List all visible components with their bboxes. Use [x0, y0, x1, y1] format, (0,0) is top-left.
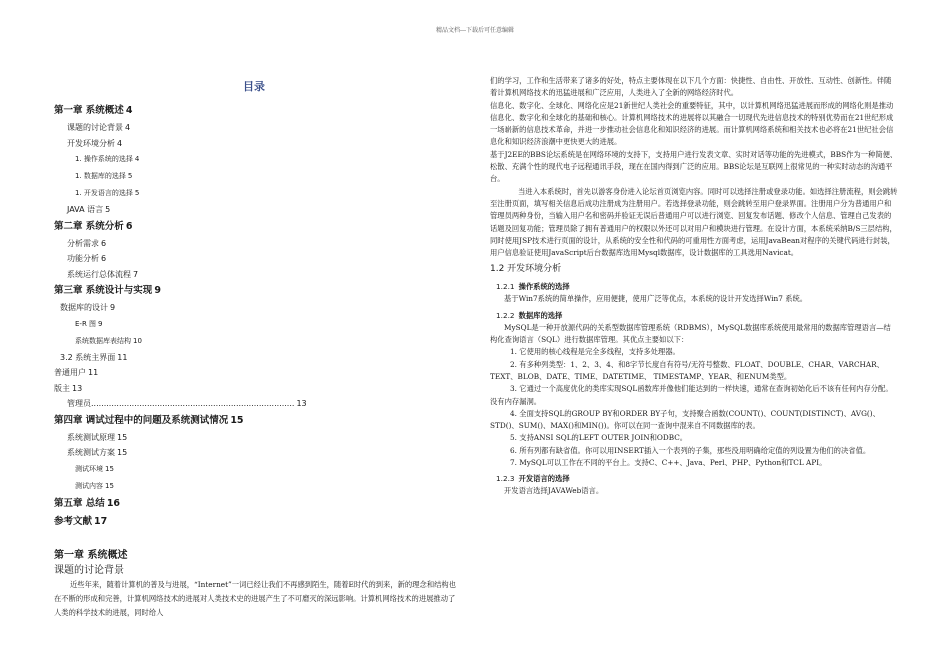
toc-entry-title: E-R 图 [75, 319, 97, 328]
body-paragraph: 基于J2EE的BBS论坛系统是在网络环境的支持下，支持用户进行发表文章、实时对话等功能的先进模式，BBS作为一种简便、松散、充满个性的现代电子远程通讯手段，现在在国内得到广泛的应用。BBS论坛是互联网上很常见的一种实时动态的沟通平台。 [490, 149, 898, 184]
toc-entry[interactable] [54, 120, 454, 136]
header-note: 精品文档---下载后可任意编辑 [435, 27, 515, 34]
toc-entry[interactable] [54, 185, 454, 202]
body-paragraph: 当进入本系统时，首先以游客身份进入论坛首页浏览内容。同时可以选择注册或登录功能。如选择注册流程，则会跳转至注册页面，填写相关信息后成功注册成为注册用户。若选择登录功能，则会跳转至用户登录界面。注册用户分为普通用户和管理员两种身份，当输入用户名和密码并验证无误后普通用户可以进行浏览、回复发布话题、修改个人信息、管理自己发表的话题及回复功能；管理员除了拥有普通用户的权限以外还可以对用户和模块进行管理。在设计方面，本系统采纳B/S三层结构，同时使用JSP技术进行页面的设计，从系统的安全性和代码的可重用性方面考虑，运用JavaBean对程序的关键代码进行封装，用户信息验证使用JavaScript后台数据库选用Mysql数据库，设计数据库的工具选用Navicat。 [490, 186, 898, 258]
toc-entry[interactable] [54, 412, 454, 430]
subsection-heading [490, 472, 898, 485]
toc-entry-title: 普通用户 [54, 368, 86, 377]
toc-entry-page: 13 [296, 399, 307, 408]
toc-entry-page: 4 [134, 155, 140, 163]
section-heading: 1.2 开发环境分析 [490, 264, 562, 275]
section-heading: 课题的讨论背景 [54, 565, 124, 576]
list-item: 1. 它使用的核心线程是完全多线程，支持多处理器。 [510, 347, 680, 357]
toc-entry[interactable] [54, 267, 454, 283]
toc-entry-title: 系统运行总体流程 [67, 269, 131, 279]
body-paragraph: 们的学习，工作和生活带来了诸多的好处，特点主要体现在以下几个方面：快捷性、自由性、开放性、互动性、创新性。伴随着计算机网络技术的迅猛进展和广泛应用，人类进入了全新的网络经济时代。 [490, 76, 892, 98]
body-paragraph: 近些年来，随着计算机的普及与进展，“Internet”一词已经让我们不再感到陌生，随着E时代的到来，新的理念和结构也在不断的形成和完善，计算机网络技术的进展对人类技术史的进展产生了不可磨灭的深远影响。计算机网络技术的进展推动了人类的科学技术的进展，同时给人 [54, 580, 457, 617]
toc-entry-page: 15 [105, 481, 114, 490]
toc-entry-page: 6 [101, 254, 107, 263]
toc-entry-page: 5 [127, 172, 133, 180]
toc-entry[interactable] [54, 478, 454, 495]
toc-entry[interactable] [54, 396, 454, 412]
toc-entry-title: 测试内容 [75, 481, 103, 490]
toc-entry[interactable] [54, 251, 454, 267]
list-item: 6. 所有列都有缺省值。你可以用INSERT插入一个表列的子集，那些没用明确给定值的列设置为他们的决省值。 [510, 445, 871, 455]
list-item: 4. 全面支持SQL的GROUP BY和ORDER BY子句，支持聚合函数(COUNT()、COUNT(DISTINCT)、AVG()、STD()、SUM()、MAX()和MIN())。你可以在同一查询中混来自不同数据库的表。 [490, 408, 880, 431]
toc-entry[interactable] [54, 151, 454, 168]
toc-entry-page: 15 [105, 464, 114, 473]
list-item: 2. 有多种列类型：1、2、3、4、和8字节长度自有符号/无符号整数、FLOAT、DOUBLE、CHAR、VARCHAR、TEXT、BLOB、DATE、TIME、DATETIME、 TIMESTAMP、YEAR、和ENUM类型。 [490, 359, 884, 381]
toc-entry[interactable] [54, 381, 454, 397]
toc-entry[interactable] [54, 430, 454, 446]
list-item: 3. 它通过一个高度优化的类库实现SQL函数库并像他们能达到的一样快速，通常在查询初始化后不该有任何内存分配。没有内存漏洞。 [490, 384, 893, 406]
toc-entry-title: 第四章 调试过程中的问题及系统测试情况 [54, 414, 229, 426]
toc-entry[interactable] [54, 300, 454, 316]
toc-entry-page: 5 [105, 205, 111, 214]
toc-entry[interactable] [54, 236, 454, 252]
toc-entry-title: 第一章 系统概述 [54, 105, 124, 116]
toc-entry-page: 13 [72, 383, 83, 393]
toc-entry-page: 15 [230, 414, 244, 426]
toc-entry-title: 1. 数据库的选择 [75, 172, 126, 180]
subsection-title: 操作系统的选择 [518, 282, 570, 292]
list-item: 5. 支持ANSI SQL的LEFT OUTER JOIN和ODBC。 [510, 433, 688, 443]
body-paragraph: 信息化、数字化、全球化、网络化应是21新世纪人类社会的重要特征，其中，以计算机网络迅猛进展而形成的网络化则是推动信息化、数字化和全球化的基础和核心。计算机网络技术的进展将以其融合一切现代先进信息技术的特别优势而在21世纪形成一场崭新的信息技术革命，并进一步推动社会信息化和知识经济的进展。而计算机网络系统和相关技术也必将在21世纪社会信息化和知识经济浪潮中更快更大的进展。 [490, 100, 894, 147]
toc-entry-title: 分析需求 [67, 238, 99, 248]
toc-title: 目录 [243, 80, 265, 93]
toc-entry[interactable] [54, 350, 454, 366]
toc-entry-title: JAVA 语言 [67, 205, 104, 214]
toc-entry[interactable] [54, 365, 454, 381]
toc-entry[interactable] [54, 218, 454, 236]
toc-entry-page: 4 [125, 123, 131, 132]
toc-entry-page: 11 [88, 368, 99, 377]
toc-entry-title: 课题的讨论背景 [67, 123, 123, 132]
subsection-title: 开发语言的选择 [518, 474, 570, 484]
toc-list [54, 102, 454, 531]
toc-entry-title: 管理员................................................................................ [67, 399, 295, 408]
toc-entry[interactable] [54, 445, 454, 461]
toc-entry[interactable] [54, 333, 454, 350]
toc-entry-title: 第五章 总结 [54, 497, 105, 509]
toc-entry-page: 7 [133, 269, 139, 279]
toc-entry[interactable] [54, 282, 454, 300]
toc-entry-title: 1. 开发语言的选择 [75, 189, 133, 197]
toc-entry-page: 16 [106, 497, 121, 509]
toc-entry-page: 11 [117, 352, 128, 362]
toc-entry-title: 参考文献 [54, 515, 93, 527]
toc-entry-title: 第三章 系统设计与实现 [54, 285, 153, 296]
toc-entry-page: 5 [134, 189, 140, 197]
body-paragraph: MySQL是一种开放源代码的关系型数据库管理系统（RDBMS），MySQL数据库系统使用最常用的数据库管理语言—结构化查询语言（SQL）进行数据库管理。其优点主要如以下： [490, 322, 891, 345]
toc-entry[interactable] [54, 202, 454, 218]
toc-entry-title: 开发环境分析 [67, 138, 115, 148]
table-of-contents [54, 78, 454, 531]
toc-entry-title: 数据库的设计 [60, 303, 108, 312]
toc-entry-page: 10 [133, 336, 142, 345]
toc-entry-title: 1. 操作系统的选择 [75, 155, 133, 163]
toc-entry-title: 系统测试方案 [67, 448, 115, 457]
toc-entry[interactable] [54, 168, 454, 185]
toc-entry-page: 9 [154, 285, 161, 296]
toc-entry[interactable] [54, 102, 454, 120]
body-paragraph: 基于Win7系统的简单操作，应用便捷，使用广泛等优点，本系统的设计开发选择Win7 系统。 [504, 294, 808, 304]
subsection-number: 1.2.1 [496, 282, 515, 292]
toc-entry-page: 4 [117, 138, 123, 148]
toc-entry[interactable] [54, 136, 454, 152]
toc-entry[interactable] [54, 461, 454, 478]
toc-entry-title: 3.2 系统主界面 [60, 352, 116, 362]
toc-entry-title: 测试环境 [75, 464, 103, 473]
subsection-heading [490, 280, 898, 293]
subsection-number: 1.2.3 [496, 474, 515, 484]
toc-entry[interactable] [54, 316, 454, 333]
right-column [490, 75, 898, 498]
subsection-title: 数据库的选择 [518, 310, 563, 320]
toc-entry-page: 15 [117, 432, 128, 442]
toc-entry-page: 15 [117, 448, 128, 457]
toc-entry-page: 17 [94, 515, 108, 527]
toc-entry-title: 功能分析 [67, 254, 99, 263]
toc-entry-page: 9 [110, 303, 116, 312]
toc-entry[interactable] [54, 495, 454, 513]
toc-entry[interactable] [54, 513, 454, 531]
toc-entry-title: 系统测试原理 [67, 432, 115, 442]
toc-entry-title: 第二章 系统分析 [54, 220, 124, 232]
toc-entry-page: 4 [125, 105, 133, 116]
toc-entry-title: 版主 [54, 383, 70, 393]
toc-entry-page: 9 [98, 319, 103, 328]
subsection-number: 1.2.2 [496, 310, 515, 320]
list-item: 7. MySQL可以工作在不同的平台上。支持C、C++、Java、Perl、PHP、Python和TCL API。 [510, 458, 827, 468]
chapter-heading: 第一章 系统概述 [54, 550, 128, 561]
toc-entry-title: 系统数据库表结构 [75, 336, 131, 345]
toc-entry-page: 6 [101, 238, 107, 248]
body-paragraph: 开发语言选择JAVAWeb语言。 [504, 486, 604, 496]
toc-entry-page: 6 [125, 220, 133, 232]
subsection-heading [490, 309, 898, 322]
